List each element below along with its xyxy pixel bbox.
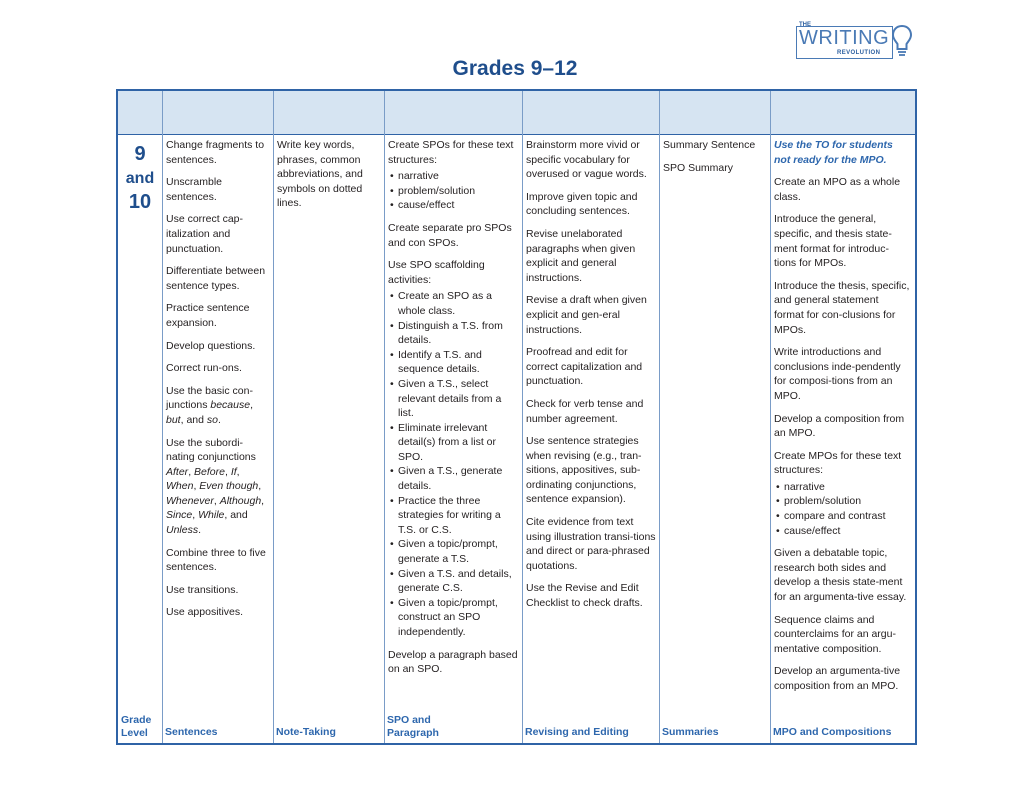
text: , (236, 465, 240, 478)
list-item: Revise unelaborated paragraphs when given explicit and general instructions. (526, 227, 636, 284)
list-item: Create separate pro SPOs and con SPOs. (388, 221, 512, 249)
bullet-item: • Given a T.S. and details, generate C.S. (388, 567, 519, 596)
header-grade-line: Grade (121, 713, 152, 726)
list-item: Write key words, phrases, common abbreviations, and symbols on dotted lines. (277, 139, 363, 210)
text: , and (180, 413, 204, 426)
list-item: Develop a paragraph based on an SPO. (388, 648, 518, 676)
conjunction-text: After (166, 465, 189, 478)
header-spo-paragraph (387, 714, 439, 740)
grade-9: 9 (134, 143, 146, 165)
list-item: Create SPOs for these text structures: (388, 139, 514, 166)
curriculum-table (116, 89, 917, 745)
list-item: Develop a composition from an MPO. (774, 412, 905, 440)
bullet-item: • Given a T.S., select relevant details from a list. (388, 377, 519, 421)
conjunction-text: because (210, 399, 251, 412)
scaffolding-list (388, 289, 519, 639)
spo-paragraph-cell (388, 138, 519, 685)
header-paragraph-line: Paragraph (387, 726, 439, 739)
grade-10: 10 (128, 191, 152, 213)
list-item: Develop an argumenta-tive composition from an MPO. (774, 665, 901, 692)
column-divider (162, 91, 163, 743)
list-item: Correct run-ons. (166, 362, 242, 375)
sentences-cell (166, 138, 270, 628)
list-item: Summary Sentence (663, 139, 756, 151)
list-item (166, 436, 270, 538)
table-header-row (118, 91, 915, 135)
conjunction-text: Before (194, 465, 225, 478)
conjunction-text: When (166, 480, 194, 493)
mpo-structure-list (774, 480, 911, 538)
list-item: Use correct cap-italization and punctuation. (166, 213, 244, 255)
text: , and (224, 509, 248, 522)
bullet-item: • problem/solution (774, 494, 911, 509)
column-divider (659, 91, 660, 743)
list-item: Practice sentence expansion. (166, 302, 250, 329)
bullet-item: • compare and contrast (774, 509, 911, 524)
mpo-compositions-cell (774, 138, 911, 702)
mpo-note: Use the TO for students not ready for the MPO. (774, 139, 893, 166)
text: . (198, 524, 202, 537)
lightbulb-icon (891, 24, 913, 60)
list-item: Proofread and edit for correct capitalization and punctuation. (526, 346, 643, 388)
conjunction-text: but (166, 413, 181, 426)
bullet-item: • Given a topic/prompt, construct an SPO independently. (388, 596, 519, 640)
list-item: Write introductions and conclusions inde-pendently for composi-tions from an MPO. (774, 346, 901, 402)
bullet-item: • narrative (388, 169, 519, 184)
header-note-taking: Note-Taking (276, 725, 336, 738)
list-item: Improve given topic and concluding sentences. (526, 190, 638, 218)
list-item: Develop questions. (166, 339, 256, 352)
text: , (261, 494, 265, 507)
bullet-item: • narrative (774, 480, 911, 495)
conjunction-text: If (230, 465, 237, 478)
text: , (192, 509, 196, 522)
text: . (217, 413, 221, 426)
list-item: Cite evidence from text using illustration transi-tions and direct or para-phrased quotations. (526, 516, 656, 572)
list-item: Use SPO scaffolding activities: (388, 259, 485, 286)
summaries-cell (663, 138, 768, 183)
bullet-item: • cause/effect (388, 198, 519, 213)
list-item: Change fragments to sentences. (166, 139, 265, 166)
list-item: Create an MPO as a whole class. (774, 176, 901, 203)
list-item: Given a debatable topic, research both sides and develop a thesis state-ment for an argumenta-tive essay. (774, 547, 907, 604)
text-structure-list (388, 169, 519, 213)
text: Use the basic con-junctions (166, 384, 253, 412)
list-item: Use appositives. (166, 606, 244, 619)
header-mpo-compositions: MPO and Compositions (773, 725, 892, 738)
list-item: Use the Revise and Edit Checklist to check drafts. (526, 582, 643, 610)
conjunction-text: While (198, 509, 225, 522)
bullet-item: • problem/solution (388, 184, 519, 199)
grade-level-cell (118, 142, 162, 215)
grade-and: and (125, 170, 155, 187)
text: , (193, 480, 197, 493)
header-summaries: Summaries (662, 725, 719, 738)
list-item: Combine three to five sentences. (166, 546, 266, 574)
text: , (188, 465, 192, 478)
header-spo-line: SPO and (387, 713, 431, 726)
revising-editing-cell (526, 138, 656, 619)
bullet-item: • Practice the three strategies for writing a T.S. or C.S. (388, 494, 519, 538)
text: , (250, 399, 253, 412)
column-divider (770, 91, 771, 743)
list-item: Differentiate between sentence types. (166, 265, 266, 292)
bullet-item: • Distinguish a T.S. from details. (388, 319, 519, 348)
column-divider (384, 91, 385, 743)
text: Use the subordi-nating conjunctions (166, 436, 256, 464)
bullet-item: • Create an SPO as a whole class. (388, 289, 519, 318)
list-item: Introduce the general, specific, and thesis state-ment format for introduc-tions for MPOs. (774, 213, 892, 270)
list-item: Brainstorm more vivid or specific vocabulary for overused or vague words. (526, 139, 647, 181)
list-item: Unscramble sentences. (166, 176, 223, 203)
conjunction-text: so (206, 413, 218, 426)
bullet-item: • Given a T.S., generate details. (388, 464, 519, 493)
text: , (224, 465, 228, 478)
header-level-line: Level (121, 726, 148, 739)
note-taking-cell (277, 138, 381, 219)
text: , (258, 480, 262, 493)
bullet-item: • Eliminate irrelevant detail(s) from a list or SPO. (388, 421, 519, 465)
column-divider (273, 91, 274, 743)
header-sentences: Sentences (165, 725, 218, 738)
conjunction-text: Since (166, 509, 193, 522)
bullet-item: • Given a topic/prompt, generate a T.S. (388, 537, 519, 566)
list-item: Check for verb tense and number agreement. (526, 397, 644, 425)
text: , (213, 494, 217, 507)
bullet-item: • cause/effect (774, 524, 911, 539)
list-item: Sequence claims and counterclaims for an argu-mentative composition. (774, 613, 896, 655)
list-item (166, 384, 270, 428)
logo-the-text: THE (799, 22, 811, 28)
writing-revolution-logo (796, 20, 918, 62)
page-title: Grades 9–12 (452, 57, 578, 80)
header-grade-level (121, 714, 151, 740)
header-revising-editing: Revising and Editing (525, 725, 629, 738)
conjunction-text: Even though (199, 480, 259, 493)
conjunction-text: Whenever (166, 494, 214, 507)
list-item: Revise a draft when given explicit and gen-eral instructions. (526, 294, 647, 336)
list-item: Introduce the thesis, specific, and general statement format for con-clusions for MPOs. (774, 279, 910, 336)
logo-writing-text: WRITING (799, 27, 890, 49)
list-item: Use sentence strategies when revising (e.g., tran-sitions, appositives, sub-ordinating conjunctions, sentence expansion). (526, 435, 642, 506)
list-item: Use transitions. (166, 583, 239, 596)
conjunction-text: Unless (166, 524, 199, 537)
bullet-item: • Identify a T.S. and sequence details. (388, 348, 519, 377)
logo-revolution-text: REVOLUTION (837, 50, 881, 56)
list-item: SPO Summary (663, 161, 734, 174)
list-item: Create MPOs for these text structures: (774, 449, 902, 477)
column-divider (522, 91, 523, 743)
conjunction-text: Although (219, 494, 262, 507)
